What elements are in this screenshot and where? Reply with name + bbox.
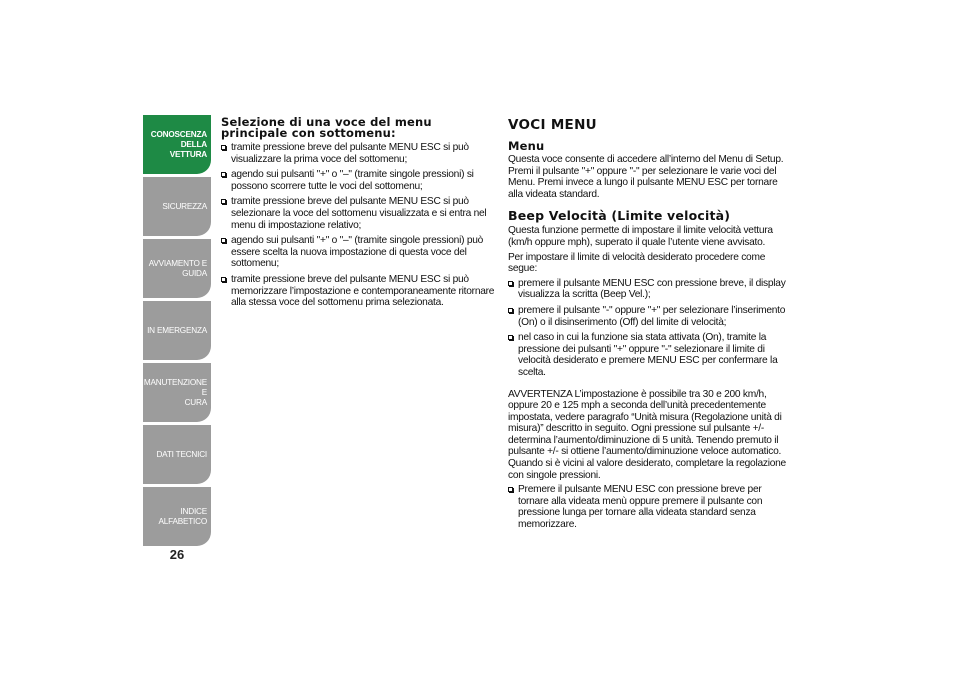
checkbox-bullet-icon [221, 199, 226, 204]
tab-conoscenza-della-vettura[interactable] [143, 115, 211, 174]
list-item-text: premere il pulsante "-" oppure "+" per selezionare l’inserimento (On) o il disinserimento (Off) del limite di velocità; [518, 304, 786, 328]
list-item-text: tramite pressione breve del pulsante MENU ESC si può visualizzare la prima voce del sottomenu; [231, 142, 469, 165]
submenu-steps [221, 142, 497, 309]
tab-label: INDICE ALFABETICO [158, 506, 207, 526]
tab-sicurezza[interactable] [143, 177, 211, 236]
checkbox-bullet-icon [221, 145, 226, 150]
list-item [221, 169, 497, 192]
list-item [221, 142, 497, 165]
beep-paragraph: Questa funzione permette di impostare il limite velocità vettura (km/h oppure mph), superato il quale l’utente viene avvisato. [508, 225, 773, 248]
final-steps [508, 484, 788, 530]
beep-steps [508, 278, 788, 379]
checkbox-bullet-icon [508, 335, 513, 340]
checkbox-bullet-icon [508, 487, 513, 492]
page-number: 26 [169, 547, 185, 562]
checkbox-bullet-icon [508, 281, 513, 286]
checkbox-bullet-icon [221, 172, 226, 177]
list-item [221, 196, 497, 231]
section-title: VOCI MENU [508, 117, 597, 133]
list-item-text: premere il pulsante MENU ESC con pressione breve, il display visualizza la scritta (Beep Vel.); [518, 277, 786, 301]
list-item-text: agendo sui pulsanti "+" o "–" (tramite singole pressioni) può essere scelta la nuova impostazione di questa voce del sottomenu; [231, 235, 484, 270]
list-item-text: agendo sui pulsanti "+" o "–" (tramite singole pressioni) si possono scorrere tutte le voci del sottomenu; [231, 169, 474, 192]
tab-dati-tecnici[interactable] [143, 425, 211, 484]
list-item [221, 235, 497, 270]
tab-label: AVVIAMENTO E GUIDA [148, 258, 207, 278]
submenu-heading: Selezione di una voce del menu principale con sottomenu: [221, 115, 432, 140]
left-column [221, 117, 497, 313]
checkbox-bullet-icon [221, 277, 226, 282]
list-item [508, 278, 788, 301]
right-column [508, 117, 788, 535]
menu-paragraph: Questa voce consente di accedere all’interno del Menu di Setup. Premi il pulsante "+" oppure "-" per selezionare le varie voci del Menu. Premi invece a lungo il pulsante MENU ESC per tornare alla videata standard. [508, 154, 784, 200]
beep-procedure-intro: Per impostare il limite di velocità desiderato procedere come segue: [508, 251, 766, 275]
list-item-text: tramite pressione breve del pulsante MENU ESC si può selezionare la voce del sottomenu visualizzata e si entra nel menu di impostazione relativo; [231, 196, 487, 231]
tab-label: MANUTENZIONE E CURA [143, 377, 207, 407]
menu-heading: Menu [508, 139, 545, 153]
list-item-text: tramite pressione breve del pulsante MENU ESC si può memorizzare l’impostazione e contemporaneamente ritornare alla stessa voce del sottomenu prima selezionata. [231, 273, 495, 309]
list-item [221, 274, 497, 309]
checkbox-bullet-icon [508, 308, 513, 313]
beep-heading: Beep Velocità (Limite velocità) [508, 208, 731, 224]
tab-label: CONOSCENZA DELLA VETTURA [150, 129, 207, 159]
tab-indice-alfabetico[interactable] [143, 487, 211, 546]
list-item [508, 332, 788, 378]
list-item [508, 305, 788, 328]
warning-paragraph: AVVERTENZA L’impostazione è possibile tra 30 e 200 km/h, oppure 20 e 125 mph a seconda dell’unità precedentemente impostata, vedere paragrafo “Unità misura (Regolazione unità di misura)” descritto in seguito. Ogni pressione sul pulsante +/- determina l’aumento/diminuzione di 5 unità. Tenendo premuto il pulsante +/- si ottiene l’aumento/diminuzione veloce automatico. Quando si è vicini al valore desiderato, completare la regolazione con singole pressioni. [508, 388, 786, 481]
tab-manutenzione-e-cura[interactable] [143, 363, 211, 422]
tab-in-emergenza[interactable] [143, 301, 211, 360]
checkbox-bullet-icon [221, 238, 226, 243]
list-item-text: nel caso in cui la funzione sia stata attivata (On), tramite la pressione dei pulsanti "+" oppure "-" selezionare il limite di velocità desiderato e premere MENU ESC per confermare la scelta. [518, 332, 778, 378]
tab-label: SICUREZZA [162, 201, 207, 211]
tab-avviamento-e-guida[interactable] [143, 239, 211, 298]
list-item [508, 484, 788, 530]
list-item-text: Premere il pulsante MENU ESC con pressione breve per tornare alla videata menù oppure premere il pulsante con pressione lunga per tornare alla videata standard senza memorizzare. [518, 484, 763, 531]
tab-label: IN EMERGENZA [147, 325, 207, 335]
tab-label: DATI TECNICI [156, 449, 207, 459]
